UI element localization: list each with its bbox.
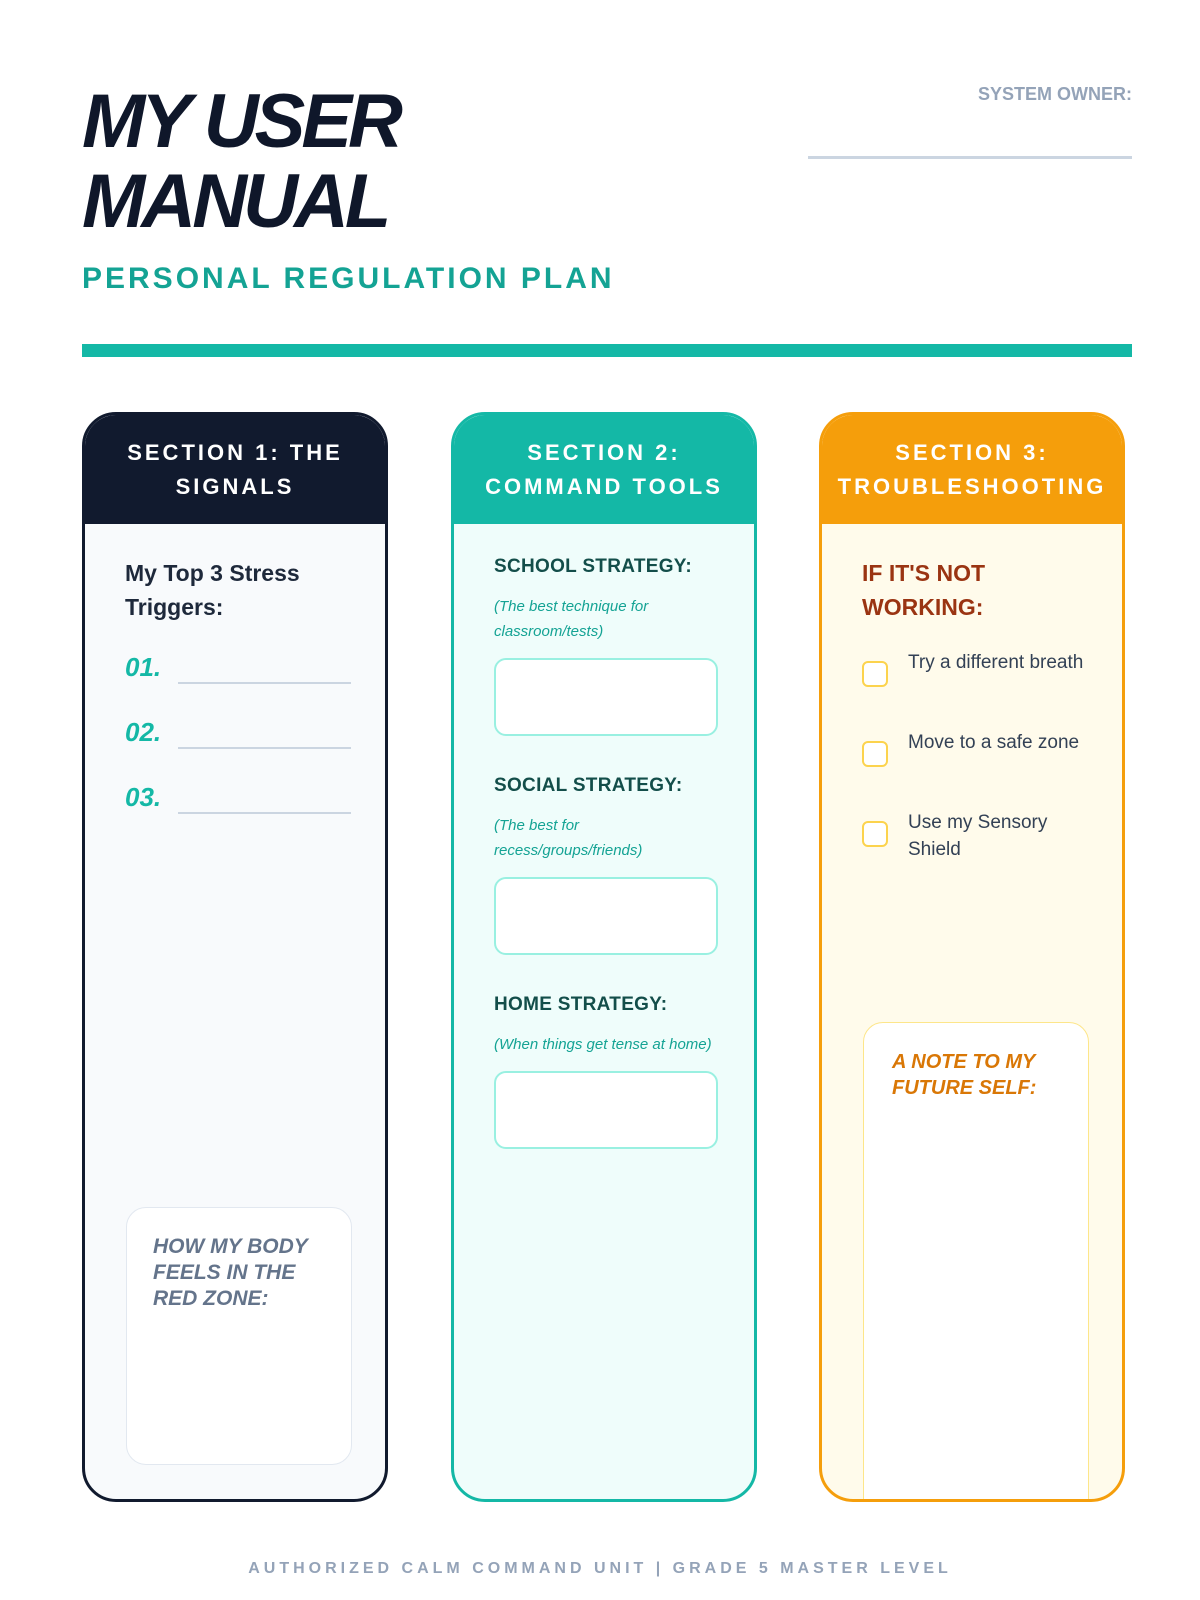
school-strategy-input[interactable] <box>494 658 718 736</box>
checklist-item-2[interactable] <box>862 729 1102 785</box>
section-1-card <box>82 412 388 1502</box>
trigger-number-3: 03. <box>125 782 162 812</box>
section-2-card <box>451 412 757 1502</box>
title-line-1: MY USER <box>82 79 399 164</box>
trigger-number-2: 02. <box>125 717 162 747</box>
system-owner-label: SYSTEM OWNER: <box>977 84 1132 104</box>
trigger-row-3 <box>125 782 355 822</box>
trigger-row-1 <box>125 652 355 692</box>
social-strategy-title: SOCIAL STRATEGY: <box>494 775 683 796</box>
social-strategy <box>494 775 720 955</box>
trigger-row-2 <box>125 717 355 757</box>
stress-triggers-title: My Top 3 Stress Triggers: <box>125 560 300 620</box>
footer-text: AUTHORIZED CALM COMMAND UNIT | GRADE 5 MASTER LEVEL <box>248 1560 952 1577</box>
checkbox-1[interactable] <box>862 661 888 687</box>
trigger-input-3[interactable] <box>178 812 351 814</box>
trigger-input-1[interactable] <box>178 682 351 684</box>
section-2-heading: SECTION 2: COMMAND TOOLS <box>454 415 754 524</box>
home-strategy-input[interactable] <box>494 1071 718 1149</box>
trigger-number-1: 01. <box>125 652 162 682</box>
checklist-item-1[interactable] <box>862 649 1102 705</box>
red-zone-box[interactable] <box>126 1207 352 1465</box>
title-line-2: MANUAL <box>82 159 388 244</box>
checkbox-2[interactable] <box>862 741 888 767</box>
checklist-label-1: Try a different breath <box>908 652 1084 673</box>
page-title <box>82 79 399 244</box>
school-strategy <box>494 556 720 736</box>
home-strategy <box>494 994 720 1149</box>
section-1-heading: SECTION 1: THE SIGNALS <box>85 415 385 524</box>
social-strategy-input[interactable] <box>494 877 718 955</box>
troubleshooting-title: IF IT'S NOT WORKING: <box>862 560 986 620</box>
future-self-note-label: A NOTE TO MY FUTURE SELF: <box>892 1051 1037 1099</box>
checklist-label-3: Use my Sensory Shield <box>908 812 1048 860</box>
home-strategy-title: HOME STRATEGY: <box>494 994 668 1015</box>
checklist-label-2: Move to a safe zone <box>908 732 1080 753</box>
home-strategy-hint: (When things get tense at home) <box>494 1036 712 1053</box>
social-strategy-hint: (The best for recess/groups/friends) <box>494 817 643 859</box>
checkbox-3[interactable] <box>862 821 888 847</box>
trigger-input-2[interactable] <box>178 747 351 749</box>
school-strategy-hint: (The best technique for classroom/tests) <box>494 598 649 640</box>
system-owner-field[interactable] <box>808 156 1132 159</box>
checklist-item-3[interactable] <box>862 809 1102 865</box>
header-divider <box>82 344 1132 357</box>
section-3-card <box>819 412 1125 1502</box>
future-self-note-box[interactable] <box>863 1022 1089 1502</box>
section-3-heading: SECTION 3: TROUBLESHOOTING <box>822 415 1122 524</box>
red-zone-label: HOW MY BODY FEELS IN THE RED ZONE: <box>153 1235 308 1310</box>
page-subtitle: PERSONAL REGULATION PLAN <box>82 262 615 295</box>
school-strategy-title: SCHOOL STRATEGY: <box>494 556 692 577</box>
